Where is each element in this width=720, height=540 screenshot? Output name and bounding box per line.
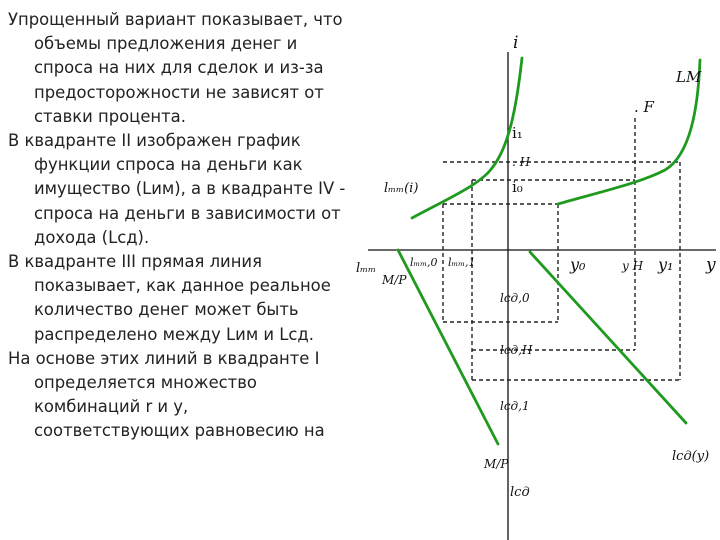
point-h-label: . H [512, 155, 531, 169]
paragraph-quadrant-3: В квадранте III прямая линия показывает, как данное реальное количество денег может быть распределено между Lим и Lсд. [8, 252, 331, 344]
lsd0-label: lсд,0 [500, 291, 530, 305]
lsdh-label: lсд,H [500, 343, 533, 357]
mp-budget-line [398, 250, 498, 444]
y1-label: y₁ [658, 255, 674, 274]
lm-label: LM [676, 68, 702, 86]
lim-demand-curve [412, 58, 522, 218]
lim0-label: lₘₘ,0 [410, 256, 438, 269]
lim-axis-label: lₘₘ [356, 261, 377, 276]
point-f-label: . F [634, 98, 654, 116]
lim1-label: lₘₘ,1 [448, 256, 476, 269]
dashed-guides [443, 118, 680, 380]
lsd-axis-label: lсд [510, 485, 530, 500]
lsd1-label: lсд,1 [500, 399, 530, 413]
yh-label: y H [622, 259, 644, 273]
paragraph-quadrant-1: На основе этих линий в квадранте I определяется множество комбинаций r и y, соответствующих равновесию на [8, 348, 325, 441]
i1-label: i₁ [512, 124, 523, 142]
axis-i-label: i [513, 33, 519, 53]
lsd-demand-line [530, 252, 686, 423]
y0-label: y₀ [570, 255, 586, 274]
axis-y-label: y [706, 255, 716, 275]
mp-upper-label: M/P [382, 273, 407, 287]
i0-label: i₀ [512, 178, 523, 196]
mp-lower-label: M/P [484, 457, 509, 471]
paragraph-simplified-variant: Упрощенный вариант показывает, что объемы предложения денег и спроса на них для сделок и из-за предосторожности не зависят от ставки процента. [8, 10, 343, 126]
lsd-curve-label: lсд(y) [672, 449, 710, 464]
lim-curve-label: lₘₘ(i) [384, 181, 419, 196]
paragraph-quadrant-2-4: В квадранте II изображен график функции спроса на деньги как имущество (Lим), а в квадранте IV - спроса на деньги в зависимости от дохода (Lсд). [8, 131, 346, 247]
